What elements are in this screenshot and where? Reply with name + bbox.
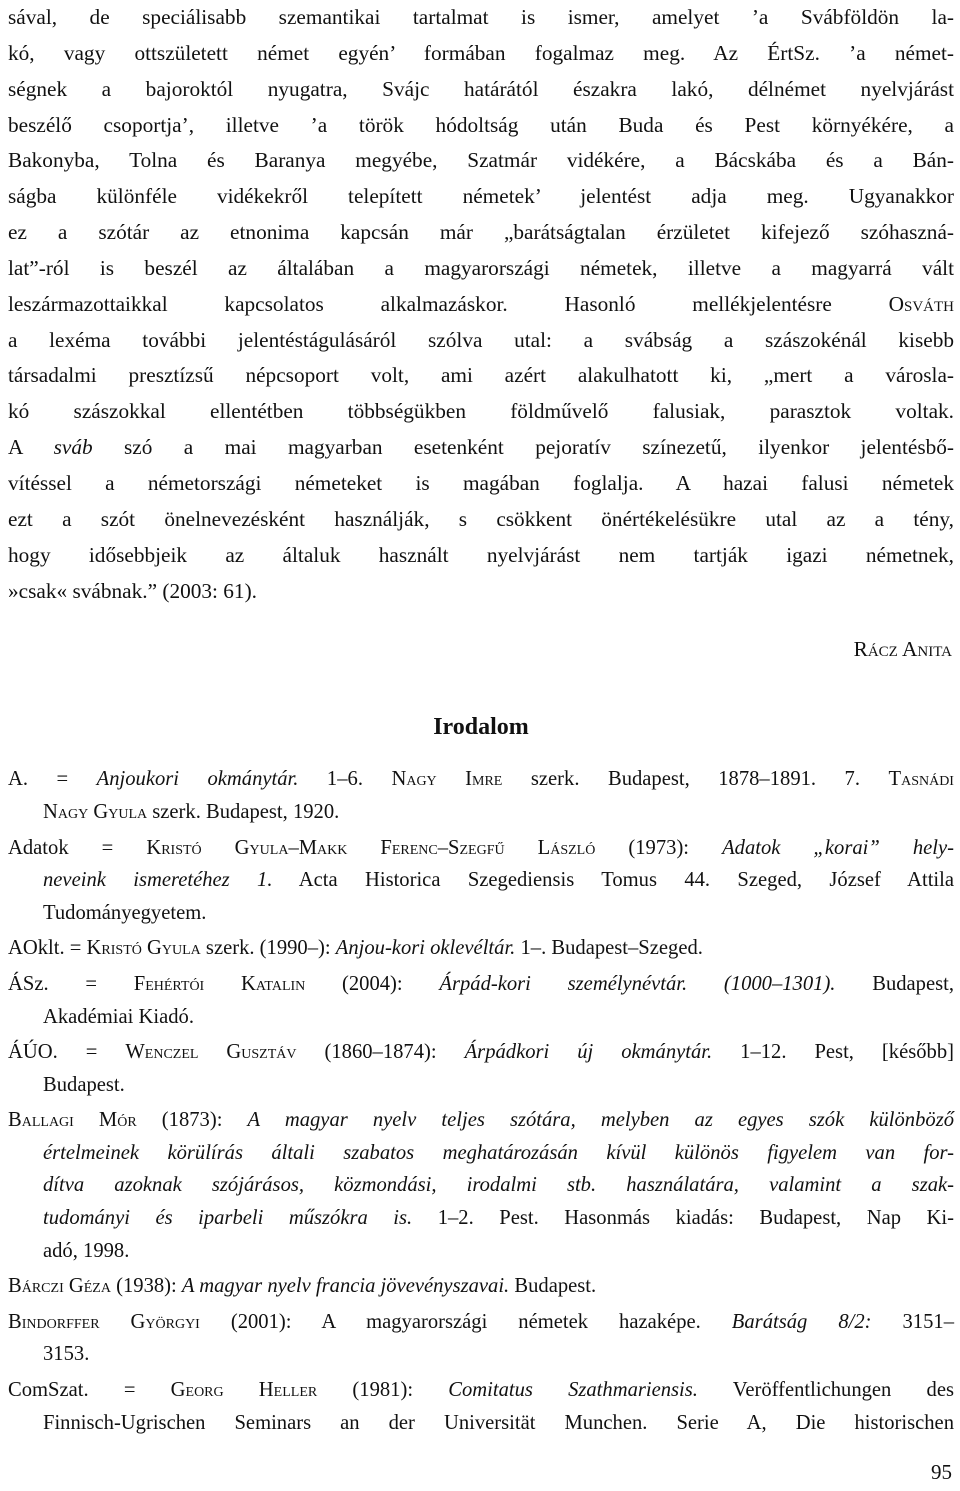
text-segment: szó a mai magyarban esetenként pejoratív színezetű, ilyenkor jelentésbő- — [92, 435, 954, 460]
reference-item — [8, 763, 954, 828]
ref-title: értelmeinek körülírás általi szabatos meghatározásán kívül különös figyelem van for- — [43, 1141, 954, 1164]
ref-title: dítva azoknak szójárásos, közmondási, irodalmi stb. használatára, valamint a szak- — [43, 1174, 954, 1197]
reference-item — [8, 1104, 954, 1267]
text-line: »csak« svábnak.” (2003: 61). — [8, 578, 257, 603]
text-line: kó szászokkal ellentétben többségükben földművelő falusiak, parasztok voltak. — [8, 399, 954, 424]
ref-text: szerk. Budapest, 1878–1891. 7. — [502, 768, 889, 791]
ref-author: Bindorffer Györgyi — [8, 1310, 200, 1333]
ref-text: szerk. (1990–): — [200, 937, 336, 960]
text-line: társadalmi presztízsű népcsoport volt, ami azért alakulhatott ki, „mert a városla- — [8, 363, 954, 388]
text-line: sával, de speciálisabb szemantikai tartalmat is ismer, amelyet ’a Svábföldön la- — [8, 5, 954, 29]
ref-title: tudományi és iparbeli műszókra is. — [43, 1207, 413, 1230]
ref-text: (1860–1874): — [296, 1041, 465, 1064]
ref-author: Wenczel Gusztáv — [125, 1041, 297, 1064]
ref-text: Veröffentlichungen des — [697, 1379, 954, 1402]
text-line: beszélő csoportja’, illetve ’a török hódoltság után Buda és Pest környékére, a — [8, 112, 954, 137]
ref-author: Bárczi Géza — [8, 1275, 111, 1298]
ref-text: (2001): A magyarországi németek hazaképe. — [199, 1310, 732, 1333]
ref-line: adó, 1998. — [43, 1239, 130, 1262]
ref-line — [43, 1169, 954, 1202]
text-line: kó, vagy ottszületett német egyén’ formában fogalmaz meg. Az ÉrtSz. ’a német- — [8, 40, 954, 65]
ref-title: Anjoukori okmánytár. — [96, 768, 299, 791]
ref-text: szerk. Budapest, 1920. — [147, 800, 340, 823]
ref-text: 1–. Budapest–Szeged. — [515, 937, 703, 960]
text-line: vítéssel a németországi németeket is magában foglalja. A hazai falusi németek — [8, 470, 954, 495]
ref-title: Árpád-kori személynévtár. (1000–1301). — [439, 972, 836, 995]
text-line: lat”-ról is beszél az általában a magyarországi németek, illetve a magyarrá vált — [8, 255, 954, 280]
ref-line — [8, 932, 954, 965]
author-signature: Rácz Anita — [853, 637, 952, 662]
reference-list — [8, 763, 954, 1439]
ref-title: A magyar nyelv teljes szótára, melyben az egyes szók különböző — [247, 1109, 955, 1132]
ref-line — [8, 1270, 954, 1303]
ref-text: 1–6. — [298, 768, 392, 791]
ref-line: Tudományegyetem. — [43, 901, 207, 924]
ref-line: Akadémiai Kiadó. — [43, 1005, 194, 1028]
ref-text: (1973): — [595, 836, 723, 859]
ref-text: (2004): — [305, 972, 440, 995]
ref-title: Barátság 8/2: — [731, 1310, 872, 1333]
text-segment: leszármazottaikkal kapcsolatos alkalmazáskor. Hasonló mellékjelentésre — [8, 291, 889, 316]
reference-item — [8, 968, 954, 1033]
ref-line: 3153. — [43, 1343, 90, 1366]
ref-title: Adatok „korai” hely- — [722, 836, 955, 859]
ref-text: Budapest, — [835, 972, 955, 995]
text-line — [8, 430, 954, 466]
text-segment: A — [8, 435, 54, 460]
text-line — [8, 287, 954, 323]
ref-line — [8, 1036, 954, 1069]
ref-line — [43, 864, 954, 897]
ref-text: 1–12. Pest, [később] — [712, 1041, 954, 1064]
reference-item — [8, 1036, 954, 1101]
ref-text: A. = — [8, 768, 97, 791]
ref-title: neveink ismeretéhez 1. — [43, 869, 273, 892]
ref-author: Fehértói Katalin — [133, 972, 306, 995]
ref-line: Budapest. — [43, 1073, 125, 1096]
ref-text: ComSzat. = — [8, 1379, 171, 1402]
text-line: hogy idősebbjeik az általuk használt nyelvjárást nem tartják igazi németnek, — [8, 542, 954, 567]
ref-author: Nagy Imre — [391, 768, 503, 791]
text-line: ez a szótár az etnonima kapcsán már „barátságtalan érzületet kifejező szóhaszná- — [8, 220, 954, 245]
ref-line — [8, 763, 954, 796]
ref-line — [43, 1202, 954, 1235]
ref-author: Nagy Gyula — [43, 800, 148, 823]
ref-line — [8, 832, 955, 865]
page-number: 95 — [931, 1460, 952, 1484]
ref-line — [43, 796, 954, 829]
reference-item — [8, 1374, 954, 1439]
reference-item — [8, 1306, 954, 1371]
ref-author: Tasnádi — [888, 768, 954, 791]
text-line: a lexéma további jelentéstágulásáról szólva utal: a svábság a szászokénál kisebb — [8, 327, 954, 352]
ref-text: Budapest. — [509, 1275, 597, 1298]
text-line: Bakonyba, Tolna és Baranya megyébe, Szatmár vidékére, a Bácskába és a Bán- — [8, 148, 954, 173]
text-line: ságba különféle vidékekről telepített németek’ jelentést adja meg. Ugyanakkor — [8, 184, 954, 209]
ref-line — [8, 1306, 954, 1339]
reference-item — [8, 832, 954, 930]
ref-title: Comitatus Szathmariensis. — [448, 1379, 698, 1402]
ref-title: Anjou-kori oklevéltár. — [335, 937, 516, 960]
ref-author: Kristó Gyula–Makk Ferenc–Szegfű László — [146, 836, 596, 859]
ref-text: Adatok = — [8, 836, 147, 859]
ref-text: 1–2. Pest. Hasonmás kiadás: Budapest, Nap Ki- — [412, 1207, 954, 1230]
section-heading: Irodalom — [433, 714, 529, 741]
reference-item — [8, 1270, 954, 1303]
ref-text: ÁSz. = — [8, 972, 134, 995]
ref-text: Acta Historica Szegediensis Tomus 44. Szeged, József Attila — [272, 869, 954, 892]
ref-author: Ballagi Mór — [8, 1109, 137, 1132]
ref-title: Árpádkori új okmánytár. — [464, 1041, 713, 1064]
ref-line — [43, 1137, 954, 1170]
text-line: ezt a szót önelnevezésként használják, s csökkent önértékelésükre utal az a tény, — [8, 506, 954, 531]
ref-text: AOklt. = — [8, 937, 87, 960]
ref-text: (1938): — [110, 1275, 182, 1298]
ref-line — [8, 1374, 954, 1407]
ref-text: (1981): — [317, 1379, 449, 1402]
text-line: ségnek a bajoroktól nyugatra, Svájc határától északra lakó, délnémet nyelvjárást — [8, 76, 954, 101]
ref-author: Georg Heller — [170, 1379, 318, 1402]
body-text — [8, 0, 954, 609]
italic-term: sváb — [53, 435, 93, 460]
ref-author: Kristó Gyula — [86, 937, 201, 960]
ref-line — [8, 968, 955, 1001]
ref-line: Finnisch-Ugrischen Seminars an der Universität Munchen. Serie A, Die historischen — [43, 1411, 954, 1434]
page — [8, 0, 954, 1442]
cited-author: Osváth — [888, 291, 954, 316]
ref-text: ÁÚO. = — [8, 1041, 126, 1064]
ref-text: (1873): — [136, 1109, 248, 1132]
ref-line — [8, 1104, 955, 1137]
reference-item — [8, 932, 954, 965]
ref-text: 3151– — [871, 1310, 954, 1333]
ref-title: A magyar nyelv francia jövevényszavai. — [181, 1275, 510, 1298]
